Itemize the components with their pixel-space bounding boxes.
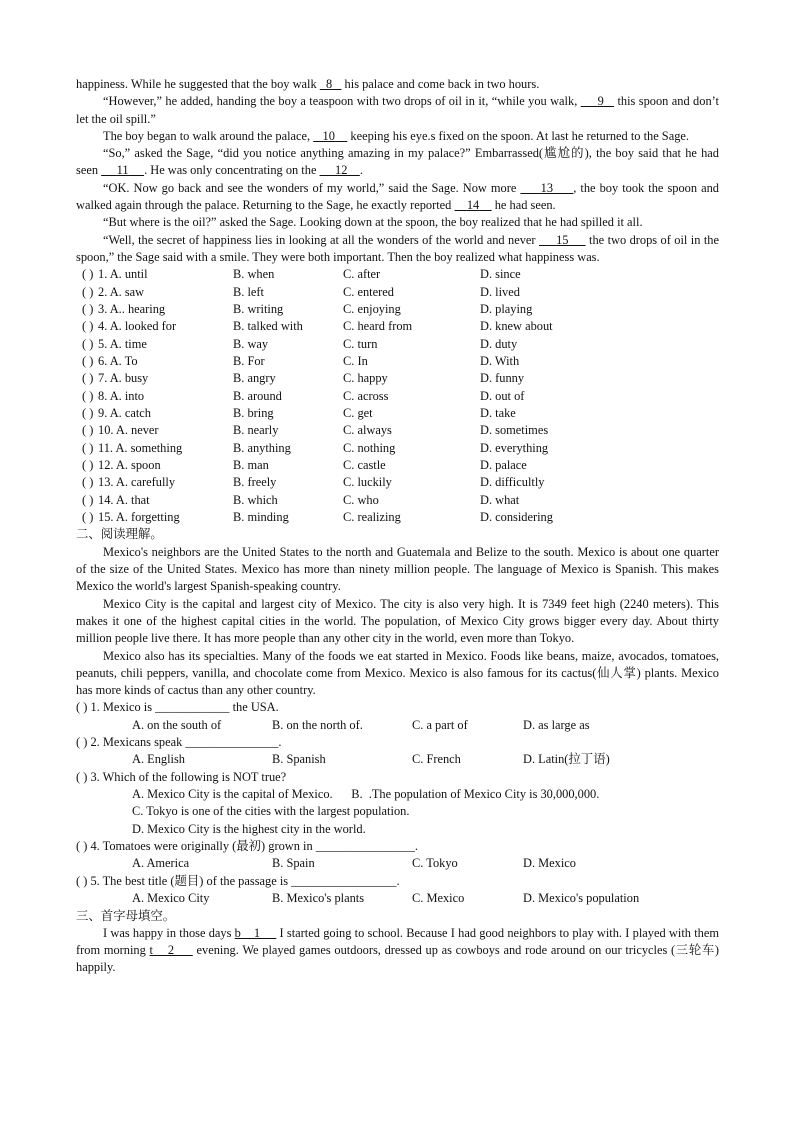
option-c: C. French	[412, 752, 461, 767]
option-d: D. playing	[480, 301, 533, 316]
option-a: 9. A. catch	[98, 406, 151, 421]
option-row	[76, 336, 719, 353]
cloze-paragraph-5: “OK. Now go back and see the wonders of my world,” said the Sage. Now more 13 , the boy took the spoon and walked again through the palace. Returning to the Sage, he exactly reported 14 he had seen.	[76, 180, 719, 213]
option-d: D. take	[480, 406, 516, 421]
question-2-options	[76, 751, 719, 768]
option-b: B. writing	[233, 301, 284, 316]
option-c: C. turn	[343, 336, 378, 351]
answer-paren[interactable]: ( )	[82, 371, 94, 386]
blank-2[interactable]: t 2	[149, 943, 193, 958]
option-d: D. sometimes	[480, 423, 549, 438]
option-d: D. knew about	[480, 319, 553, 334]
option-row	[76, 474, 719, 491]
option-a: A. English	[132, 752, 186, 767]
option-b: B. Spain	[272, 856, 315, 871]
cloze-paragraph-4: “So,” asked the Sage, “did you notice anything amazing in my palace?” Embarrassed(尴尬的), the boy said that he had seen 11 . He was only concentrating on the 12 .	[76, 146, 719, 178]
option-b: B. freely	[233, 475, 277, 490]
question-4-options	[76, 855, 719, 872]
question-5-stem: ( ) 5. The best title (题目) of the passage is _________________.	[76, 873, 400, 888]
option-d: D. everything	[480, 440, 549, 455]
blank-12: 12	[335, 163, 348, 178]
answer-paren[interactable]: ( )	[82, 301, 94, 316]
option-row	[76, 422, 719, 439]
option-b: B. when	[233, 267, 275, 282]
option-row	[76, 388, 719, 405]
option-c: C. luckily	[343, 475, 392, 490]
cloze-paragraph-6: “But where is the oil?” asked the Sage. Looking down at the spoon, the boy realized that he had spilled it all.	[103, 215, 643, 230]
answer-paren[interactable]: ( )	[82, 267, 94, 282]
option-a: 7. A. busy	[98, 371, 149, 386]
option-d: D. what	[480, 492, 520, 507]
option-a: 5. A. time	[98, 336, 147, 351]
answer-paren[interactable]: ( )	[82, 440, 94, 455]
option-d: D. duty	[480, 336, 518, 351]
option-b: B. way	[233, 336, 269, 351]
option-a: 3. A.. hearing	[98, 301, 166, 316]
option-d: D. lived	[480, 284, 520, 299]
option-c: C. after	[343, 267, 381, 282]
option-d: D. considering	[480, 510, 553, 525]
option-a: 4. A. looked for	[98, 319, 177, 334]
reading-paragraph-1: Mexico's neighbors are the United States to the north and Guatemala and Belize to the south. Mexico is about one quarter of the size of the United States. Mexico has more than ninety million people. The language of Mexico is Spanish. This makes Mexico the world's largest Spanish-speaking country.	[76, 544, 719, 594]
option-c: C. who	[343, 492, 379, 507]
option-c: C. across	[343, 388, 389, 403]
option-d: D. difficultly	[480, 475, 545, 490]
option-c: C. always	[343, 423, 392, 438]
option-b: B. which	[233, 492, 278, 507]
question-1-options	[76, 717, 719, 734]
blank-15: 15	[556, 232, 569, 247]
option-c: C. nothing	[343, 440, 396, 455]
answer-paren[interactable]: ( )	[82, 319, 94, 334]
option-c: C. castle	[343, 458, 386, 473]
question-3-line-3: D. Mexico City is the highest city in the world.	[132, 821, 366, 836]
cloze-paragraph-7: “Well, the secret of happiness lies in looking at all the wonders of the world and never 15 the two drops of oil in the spoon,” the Sage said with a smile. They were both important. Then the boy realized what happiness was.	[76, 232, 719, 264]
option-c: C. Tokyo	[412, 856, 458, 871]
option-c: C. a part of	[412, 717, 468, 732]
cloze-paragraph-2: “However,” he added, handing the boy a teaspoon with two drops of oil in it, “while you walk, 9 this spoon and don’t let the oil spill.”	[76, 94, 719, 126]
worksheet-page	[76, 76, 719, 977]
option-row	[76, 318, 719, 335]
option-b: B. nearly	[233, 423, 279, 438]
answer-paren[interactable]: ( )	[82, 353, 94, 368]
cloze-paragraph-1: happiness. While he suggested that the boy walk 8 his palace and come back in two hours.	[76, 77, 540, 91]
blank-14: 14	[466, 198, 480, 213]
blank-10: 10	[322, 128, 335, 143]
answer-paren[interactable]: ( )	[82, 458, 94, 473]
option-a: A. America	[132, 856, 190, 871]
question-3-stem: ( ) 3. Which of the following is NOT true?	[76, 769, 287, 784]
option-d: D. palace	[480, 458, 527, 473]
option-d: D. With	[480, 353, 520, 368]
option-b: B. Mexico's plants	[272, 891, 365, 906]
option-c: C. Mexico	[412, 891, 465, 906]
question-3-line-1: A. Mexico City is the capital of Mexico. B. .The population of Mexico City is 30,000,000.	[132, 787, 600, 802]
option-b: B. anything	[233, 440, 291, 455]
option-row	[76, 405, 719, 422]
answer-paren[interactable]: ( )	[82, 284, 94, 299]
option-c: C. happy	[343, 371, 388, 386]
reading-paragraph-2: Mexico City is the capital and largest city of Mexico. The city is also very high. It is 7349 feet high (2240 meters). This makes it one of the highest capital cities in the world. The population, of Mexico City grows bigger every day. About thirty million people live there. It has more people than any other city in the world, even more than Tokyo.	[76, 596, 719, 646]
blank-8: 8	[325, 77, 333, 91]
option-b: B. talked with	[233, 319, 303, 334]
option-row	[76, 509, 719, 526]
blank-13: 13	[540, 180, 554, 195]
option-b: B. For	[233, 353, 265, 368]
question-3-line-2: C. Tokyo is one of the cities with the largest population.	[132, 804, 410, 819]
reading-paragraph-3: Mexico also has its specialties. Many of the foods we eat started in Mexico. Foods like beans, maize, avocados, tomatoes, peanuts, chili peppers, vanilla, and chocolate come from Mexico. Mexico is also famous for its cactus(仙人掌) plants. Mexico has more kinds of cactus than any other country.	[76, 648, 719, 698]
answer-paren[interactable]: ( )	[82, 492, 94, 507]
cloze-paragraph-3: The boy began to walk around the palace, 10 keeping his eye.s fixed on the spoon. At last he returned to the Sage.	[103, 128, 689, 143]
option-c: C. realizing	[343, 510, 401, 525]
cloze-options	[76, 266, 719, 526]
option-c: C. In	[343, 353, 368, 368]
option-d: D. as large as	[523, 717, 590, 732]
question-2-stem: ( ) 2. Mexicans speak _______________.	[76, 735, 282, 750]
option-row	[76, 284, 719, 301]
option-row	[76, 457, 719, 474]
option-a: 11. A. something	[98, 440, 183, 455]
option-d: D. Latin(拉丁语)	[523, 752, 610, 767]
answer-paren[interactable]: ( )	[82, 423, 94, 438]
option-a: A. on the south of	[132, 717, 222, 732]
answer-paren[interactable]: ( )	[82, 406, 94, 421]
option-b: B. bring	[233, 406, 274, 421]
option-row	[76, 266, 719, 283]
option-a: 15. A. forgetting	[98, 510, 180, 525]
option-b: B. minding	[233, 510, 289, 525]
option-d: D. out of	[480, 388, 525, 403]
option-c: C. enjoying	[343, 301, 401, 316]
option-row	[76, 492, 719, 509]
option-b: B. around	[233, 388, 282, 403]
answer-paren[interactable]: ( )	[82, 336, 94, 351]
option-b: B. man	[233, 458, 269, 473]
answer-paren[interactable]: ( )	[82, 388, 94, 403]
option-row	[76, 301, 719, 318]
option-row	[76, 440, 719, 457]
option-c: C. heard from	[343, 319, 413, 334]
option-a: A. Mexico City	[132, 891, 210, 906]
option-a: 8. A. into	[98, 388, 145, 403]
blank-9: 9	[597, 94, 604, 109]
option-a: 13. A. carefully	[98, 475, 176, 490]
option-row	[76, 370, 719, 387]
option-b: B. left	[233, 284, 264, 299]
option-a: 6. A. To	[98, 353, 138, 368]
option-a: 1. A. until	[98, 267, 148, 282]
blank-11: 11	[116, 163, 129, 178]
question-4-stem: ( ) 4. Tomatoes were originally (最初) grown in ________________.	[76, 839, 418, 854]
option-b: B. on the north of.	[272, 717, 363, 732]
option-a: 14. A. that	[98, 492, 150, 507]
option-a: 2. A. saw	[98, 284, 145, 299]
initials-heading: 三、首字母填空。	[76, 908, 176, 923]
option-row	[76, 353, 719, 370]
answer-paren[interactable]: ( )	[82, 475, 94, 490]
initials-paragraph: I was happy in those days b 1 I started going to school. Because I had good neighbors to play with. I played with them from morning t 2 evening. We played games outdoors, dressed up as cowboys and rode around on our tricycles (三轮车) happily.	[76, 925, 719, 975]
answer-paren[interactable]: ( )	[82, 510, 94, 525]
option-b: B. Spanish	[272, 752, 326, 767]
option-a: 12. A. spoon	[98, 458, 161, 473]
option-c: C. get	[343, 406, 373, 421]
question-1-stem: ( ) 1. Mexico is ____________ the USA.	[76, 700, 279, 715]
blank-1[interactable]: b 1	[234, 925, 277, 940]
reading-heading: 二、阅读理解。	[76, 527, 163, 542]
option-d: D. Mexico	[523, 856, 576, 871]
option-a: 10. A. never	[98, 423, 159, 438]
option-d: D. since	[480, 267, 521, 282]
option-b: B. angry	[233, 371, 276, 386]
option-d: D. funny	[480, 371, 525, 386]
question-5-options	[76, 890, 719, 907]
option-c: C. entered	[343, 284, 394, 299]
option-d: D. Mexico's population	[523, 891, 640, 906]
